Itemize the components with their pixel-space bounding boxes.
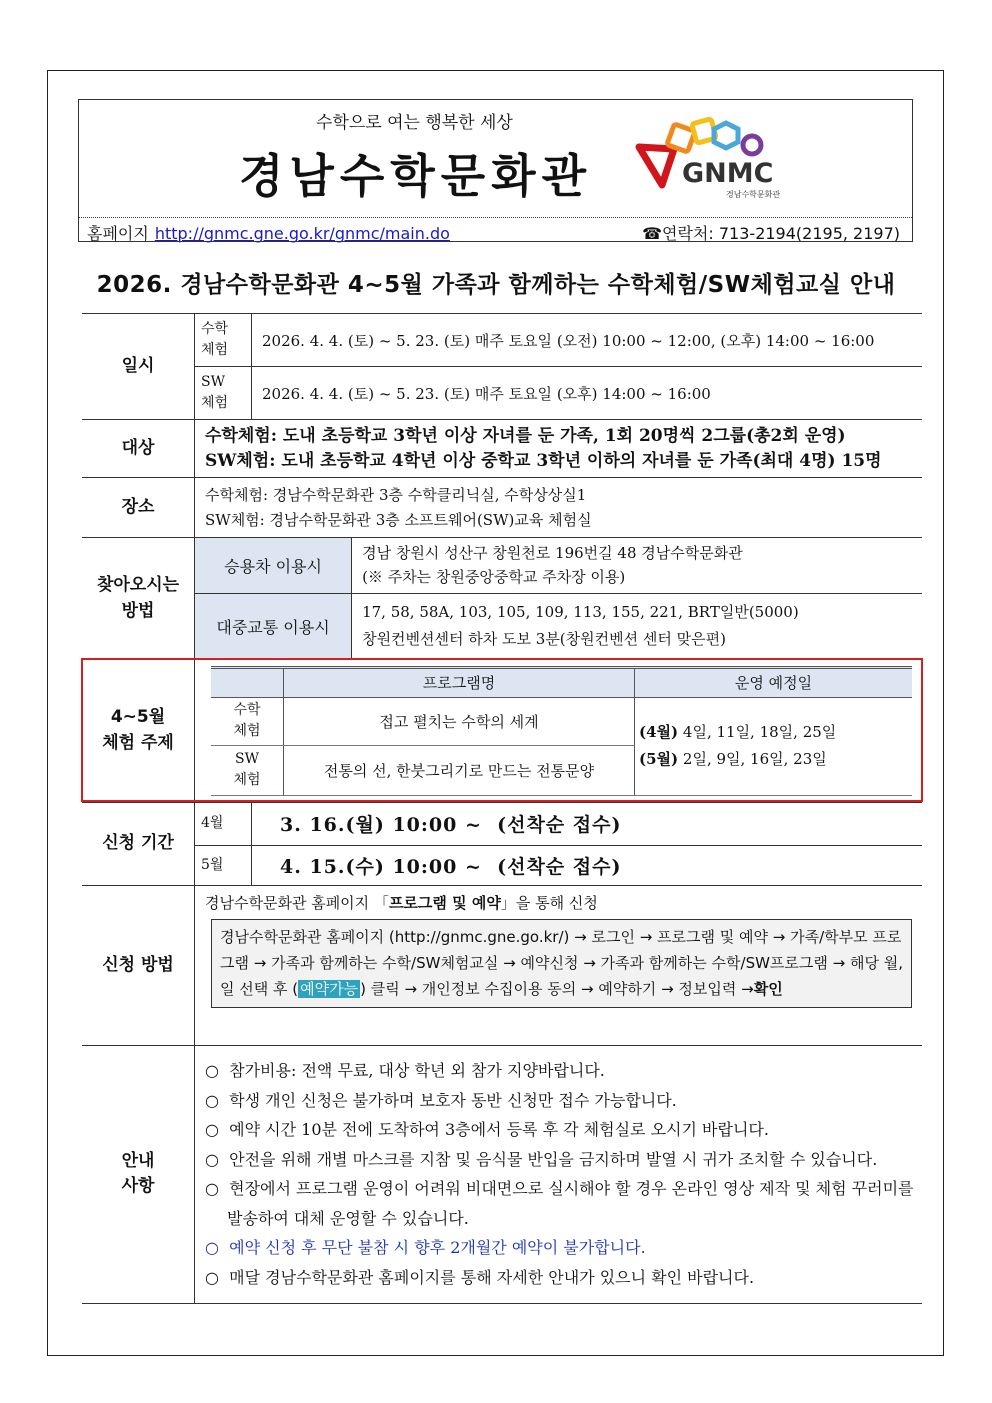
car-line: 경남 창원시 성산구 창원천로 196번길 48 경남수학문화관: [362, 544, 743, 563]
place-line: 수학체험: 경남수학문화관 3층 수학클리닉실, 수학상상실1: [205, 486, 587, 505]
apply-period-label: 신청 기간: [82, 802, 195, 885]
logo-subtext: 경남수학문화관: [726, 190, 781, 199]
dates-may: 2일, 9일, 16일, 23일: [682, 750, 827, 769]
header-divider: [79, 217, 912, 218]
theme-program: 전통의 선, 한붓그리기로 만드는 전통문양: [284, 745, 635, 795]
homepage-link[interactable]: http://gnmc.gne.go.kr/gnmc/main.do: [154, 224, 450, 243]
gnmc-logo-icon: [634, 115, 794, 205]
bus-cell: [352, 593, 922, 659]
apply-intro-pre: 경남수학문화관 홈페이지 「: [205, 893, 389, 912]
header-box: [78, 99, 913, 242]
homepage-label: 홈페이지: [87, 224, 149, 243]
car-line: (※ 주차는 창원중앙중학교 주차장 이용): [362, 567, 626, 586]
bullet-icon: ○: [205, 1090, 219, 1110]
schedule-text: 2026. 4. 4. (토) ~ 5. 23. (토) 매주 토요일 (오전) 10:00 ~ 12:00, (오후) 14:00 ~ 16:00: [252, 314, 923, 367]
bullet-icon: ○: [205, 1120, 219, 1140]
notes-label: 안내 사항: [82, 1045, 195, 1303]
dates-apr: 4일, 11일, 18일, 25일: [682, 722, 837, 741]
schedule-type: SW 체험: [195, 367, 252, 420]
dates-apr-label: (4월): [639, 722, 679, 741]
apply-month: 5월: [195, 845, 252, 885]
themes-header-blank: [211, 667, 284, 697]
place-label: 장소: [82, 478, 195, 538]
car-label: 승용차 이용시: [195, 538, 352, 594]
bullet-icon: ○: [205, 1268, 219, 1288]
note-item: ○ 예약 시간 10분 전에 도착하여 3층에서 등록 후 각 체험실로 오시기 바랍니다.: [205, 1120, 769, 1140]
note-item: ○ 현장에서 프로그램 운영이 어려워 비대면으로 실시해야 할 경우 온라인 영상 제작 및 체험 꾸러미를 발송하여 대체 운영할 수 있습니다.: [205, 1179, 914, 1228]
bus-line: 17, 58, 58A, 103, 105, 109, 113, 155, 221, BRT일반(5000): [362, 602, 799, 621]
slogan: 수학으로 여는 행복한 세상: [316, 113, 513, 133]
bus-label: 대중교통 이용시: [195, 593, 352, 659]
contact-line: [642, 221, 900, 244]
notes-cell: [195, 1045, 923, 1303]
info-table: [82, 313, 922, 1304]
apply-steps: 경남수학문화관 홈페이지 (http://gnmc.gne.go.kr/) → 로그인 → 프로그램 및 예약 → 가족/학부모 프로그램 → 가족과 함께하는 수학/SW체험교실 → 예약신청 → 가족과 함께하는 수학/SW프로그램 → 해당 월, 일 선택 후 (: [220, 927, 903, 999]
themes-cell: [195, 659, 923, 802]
note-item-warning: ○ 예약 신청 후 무단 불참 시 향후 2개월간 예약이 불가합니다.: [205, 1238, 646, 1258]
target-label: 대상: [82, 420, 195, 478]
document-title: 2026. 경남수학문화관 4~5월 가족과 함께하는 수학체험/SW체험교실 안내: [96, 272, 896, 298]
apply-intro-bold: 프로그램 및 예약: [388, 893, 501, 912]
directions-label: 찾아오시는 방법: [82, 538, 195, 660]
contact-label: ☎연락처:: [642, 224, 714, 243]
apply-intro-post: 」을 통해 신청: [500, 893, 598, 912]
target-line: SW체험: 도내 초등학교 4학년 이상 중학교 3학년 이하의 자녀를 둔 가족(최대 4명) 15명: [205, 450, 882, 471]
logo-text: GNMC: [682, 158, 774, 189]
homepage-line: [87, 221, 450, 244]
themes-table: [211, 666, 912, 796]
apply-confirm: 확인: [753, 980, 783, 999]
note-item: ○ 매달 경남수학문화관 홈페이지를 통해 자세한 안내가 있으니 확인 바랍니다.: [205, 1268, 755, 1288]
col-program: 프로그램명: [284, 667, 635, 697]
target-line: 수학체험: 도내 초등학교 3학년 이상 자녀를 둔 가족, 1회 20명씩 2그룹(총2회 운영): [205, 426, 846, 446]
theme-dates: [635, 697, 913, 795]
place-cell: [195, 478, 923, 538]
bullet-icon: ○: [205, 1238, 219, 1258]
bullet-icon: ○: [205, 1149, 219, 1169]
contact-value: 713-2194(2195, 2197): [718, 224, 900, 243]
apply-steps: ) 클릭 → 개인정보 수집이용 동의 → 예약하기 → 정보입력 →: [360, 980, 754, 999]
theme-type: SW 체험: [211, 745, 284, 795]
bus-line: 창원컨벤션센터 하차 도보 3분(창원컨벤션 센터 맞은편): [362, 630, 726, 649]
bullet-icon: ○: [205, 1179, 219, 1199]
notes-list: [195, 1052, 922, 1297]
apply-period-text: 4. 15.(수) 10:00 ~ (선착순 접수): [252, 845, 923, 885]
apply-method-cell: [195, 885, 923, 1045]
apply-steps-box: [211, 919, 912, 1008]
note-item: ○ 참가비용: 전액 무료, 대상 학년 외 참가 지양바랍니다.: [205, 1060, 605, 1080]
theme-type: 수학 체험: [211, 697, 284, 745]
schedule-label: 일시: [82, 314, 195, 420]
dates-may-label: (5월): [639, 750, 679, 769]
apply-method-label: 신청 방법: [82, 885, 195, 1045]
reservation-available-badge: 예약가능: [300, 980, 359, 999]
col-date: 운영 예정일: [635, 667, 913, 697]
schedule-type: 수학 체험: [195, 314, 252, 367]
bullet-icon: ○: [205, 1060, 219, 1080]
theme-program: 접고 펼치는 수학의 세계: [284, 697, 635, 745]
car-cell: [352, 538, 922, 594]
note-item: ○ 학생 개인 신청은 불가하며 보호자 동반 신청만 접수 가능합니다.: [205, 1090, 677, 1110]
target-cell: [195, 420, 923, 478]
apply-intro: [195, 892, 922, 913]
schedule-text: 2026. 4. 4. (토) ~ 5. 23. (토) 매주 토요일 (오후) 14:00 ~ 16:00: [252, 367, 923, 420]
place-line: SW체험: 경남수학문화관 3층 소프트웨어(SW)교육 체험실: [205, 510, 592, 529]
org-name: 경남수학문화관: [239, 149, 593, 203]
apply-period-text: 3. 16.(월) 10:00 ~ (선착순 접수): [252, 802, 923, 845]
note-item: ○ 안전을 위해 개별 마스크를 지참 및 음식물 반입을 금지하며 발열 시 귀가 조치할 수 있습니다.: [205, 1149, 878, 1169]
apply-month: 4월: [195, 802, 252, 845]
themes-label: 4~5월 체험 주제: [82, 659, 195, 802]
